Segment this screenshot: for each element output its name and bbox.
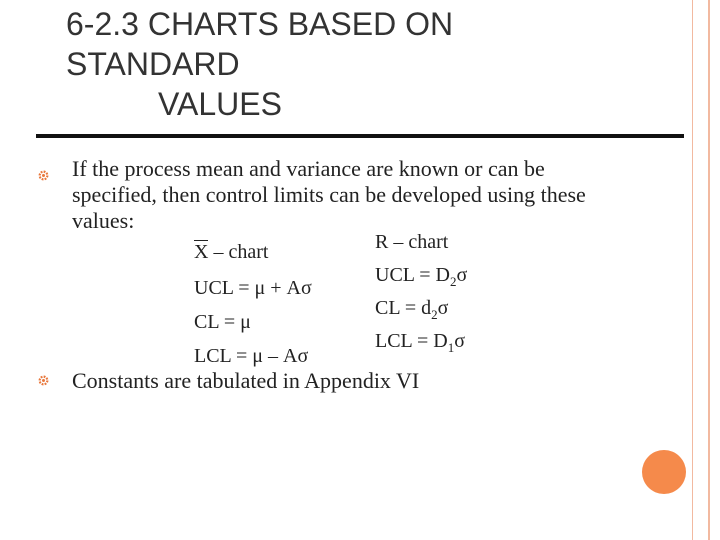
- xbar-chart-heading: [194, 241, 268, 264]
- r-cl-right: σ: [437, 297, 449, 319]
- bullet-1-line-1: If the process mean and variance are known or can be: [72, 156, 545, 181]
- right-border-line-outer: [708, 0, 710, 540]
- title-divider: [36, 134, 684, 138]
- gear-bullet-icon: [38, 170, 49, 181]
- bullet-paragraph-2: Constants are tabulated in Appendix VI: [72, 368, 420, 393]
- r-lcl-subscript: 1: [447, 340, 455, 355]
- r-lcl-left: LCL = D: [375, 330, 448, 352]
- title-line-3: VALUES: [158, 86, 282, 122]
- bullet-1-line-2: specified, then control limits can be developed using these: [72, 182, 586, 207]
- title-line-1: 6-2.3 CHARTS BASED ON: [66, 6, 454, 42]
- r-cl-subscript: 2: [431, 307, 438, 322]
- r-lcl-formula: [375, 330, 465, 356]
- gear-bullet-icon: [38, 375, 49, 386]
- slide-title: [66, 4, 626, 124]
- r-lcl-right: σ: [454, 330, 466, 352]
- right-border-line-inner: [692, 0, 693, 540]
- bullet-paragraph-1: [72, 156, 586, 234]
- r-chart-heading: R – chart: [375, 231, 449, 253]
- bullet-1-line-3: values:: [72, 208, 135, 233]
- xbar-symbol: X: [194, 241, 209, 263]
- r-ucl-formula: [375, 264, 467, 290]
- xbar-heading-rest: – chart: [208, 241, 269, 263]
- r-cl-formula: [375, 297, 448, 323]
- xbar-ucl-formula: UCL = μ + Aσ: [194, 277, 312, 299]
- r-ucl-subscript: 2: [449, 274, 457, 289]
- r-cl-left: CL = d: [375, 297, 432, 319]
- xbar-cl-formula: CL = μ: [194, 311, 251, 333]
- r-ucl-left: UCL = D: [375, 264, 450, 286]
- r-ucl-right: σ: [456, 264, 468, 286]
- title-line-2: STANDARD: [66, 46, 240, 82]
- orange-circle-decoration: [642, 450, 686, 494]
- xbar-lcl-formula: LCL = μ – Aσ: [194, 345, 309, 367]
